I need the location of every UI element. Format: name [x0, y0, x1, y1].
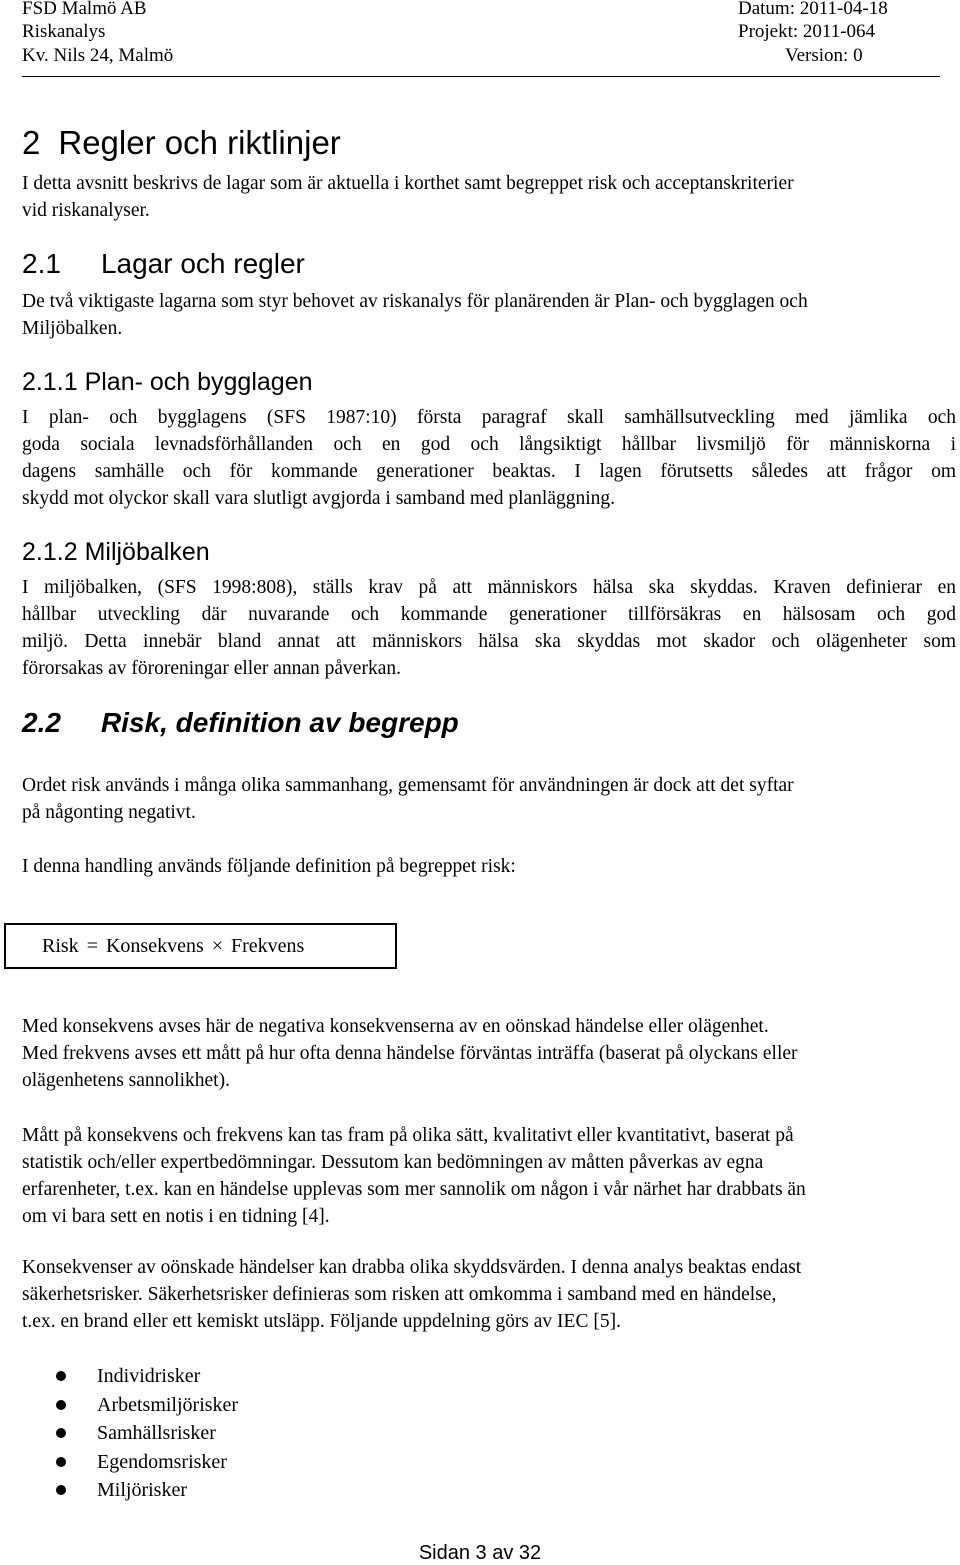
list-item-label: Arbetsmiljörisker [97, 1393, 239, 1416]
heading-title: Lagar och regler [100, 248, 305, 279]
heading-title: Plan- och bygglagen [84, 368, 313, 396]
text-line: säkerhetsrisker. Säkerhetsrisker definieras som risken att omkomma i samband med en händelse, [22, 1284, 777, 1305]
heading-section-2-1 [22, 247, 305, 281]
text-line: olägenhetens sannolikhet). [22, 1070, 230, 1091]
formula-term-consequence: Konsekvens [105, 935, 204, 957]
section-2-1-1-body [22, 404, 956, 512]
text-line: om vi bara sett en notis i en tidning [4]. [22, 1206, 330, 1227]
heading-number: 2.1 [22, 248, 61, 279]
section-2-2-para-3 [22, 1013, 798, 1094]
header-address: Kv. Nils 24, Malmö [22, 45, 174, 66]
risk-formula [42, 933, 304, 959]
section-2-2-para-5 [22, 1254, 801, 1335]
text-line: på någonting negativt. [22, 802, 196, 823]
text-line: I denna handling används följande definition på begreppet risk: [22, 856, 516, 877]
heading-section-2 [22, 124, 341, 162]
text-line: I detta avsnitt beskrivs de lagar som är aktuella i korthet samt begreppet risk och acceptanskriterier [22, 173, 794, 194]
section-2-2-para-1 [22, 772, 794, 826]
formula-times-operator: × [211, 935, 224, 957]
text-line: förorsakas av föroreningar eller annan påverkan. [22, 658, 401, 679]
heading-section-2-2 [22, 706, 459, 740]
heading-section-2-1-2 [22, 537, 210, 567]
list-item-label: Miljörisker [97, 1479, 187, 1501]
text-line: miljö. Detta innebär bland annat att människors hälsa ska skyddas mot skador och olägenheter som [22, 631, 956, 652]
header-company: FSD Malmö AB [22, 0, 147, 19]
heading-number: 2.1.1 [22, 368, 78, 396]
heading-title: Miljöbalken [84, 538, 210, 566]
heading-number: 2.2 [22, 707, 61, 738]
formula-lhs: Risk [42, 935, 79, 957]
text-line: I miljöbalken, (SFS 1998:808), ställs krav på att människors hälsa ska skyddas. Kraven definierar en [22, 577, 956, 598]
heading-number: 2.1.2 [22, 538, 78, 566]
formula-equals: = [86, 935, 98, 957]
text-line: vid riskanalyser. [22, 200, 150, 221]
text-line: statistik och/eller expertbedömningar. Dessutom kan bedömningen av måtten påverkas av egna [22, 1152, 764, 1173]
text-line: Miljöbalken. [22, 318, 123, 339]
text-line: hållbar utveckling där nuvarande och kommande generationer tillförsäkras en hälsosam och god [22, 604, 956, 625]
header-divider [22, 76, 940, 77]
page-number: Sidan 3 av 32 [418, 1542, 542, 1564]
header-version: Version: 0 [785, 45, 863, 66]
bullet-icon [56, 1457, 66, 1467]
list-item-label: Individrisker [97, 1365, 201, 1387]
text-line: dagens samhälle och för kommande generationer beaktas. I lagen förutsetts således att frågor om [22, 461, 956, 482]
section-2-1-2-body [22, 574, 956, 682]
text-line: I plan- och bygglagens (SFS 1987:10) första paragraf skall samhällsutveckling med jämlika och [22, 407, 956, 428]
bullet-icon [56, 1400, 66, 1410]
heading-title: Regler och riktlinjer [58, 124, 341, 161]
text-line: goda sociala levnadsförhållanden och en god och långsiktigt hållbar livsmiljö för människorna i [22, 434, 956, 455]
section-2-intro [22, 170, 794, 224]
header-project: Projekt: 2011-064 [738, 21, 876, 42]
text-line: t.ex. en brand eller ett kemiskt utsläpp. Följande uppdelning görs av IEC [5]. [22, 1311, 621, 1332]
header-doc-type: Riskanalys [22, 21, 106, 42]
section-2-2-para-2 [22, 853, 516, 880]
risk-formula-box [4, 923, 397, 969]
text-line: Ordet risk används i många olika sammanhang, gemensamt för användningen är dock att det syftar [22, 775, 794, 796]
text-line: Konsekvenser av oönskade händelser kan drabba olika skyddsvärden. I denna analys beaktas endast [22, 1257, 802, 1278]
bullet-icon [56, 1485, 66, 1495]
text-line: De två viktigaste lagarna som styr behovet av riskanalys för planärenden är Plan- och bygglagen och [22, 291, 808, 312]
list-item-label: Samhällsrisker [97, 1422, 216, 1444]
text-line: erfarenheter, t.ex. kan en händelse upplevas som mer sannolik om någon i vår närhet har drabbats än [22, 1179, 806, 1200]
text-line: Mått på konsekvens och frekvens kan tas fram på olika sätt, kvalitativt eller kvantitativt, baserat på [22, 1125, 794, 1146]
header-date: Datum: 2011-04-18 [738, 0, 888, 19]
heading-title: Risk, definition av begrepp [100, 707, 459, 738]
bullet-icon [56, 1371, 66, 1381]
text-line: Med konsekvens avses här de negativa konsekvenserna av en oönskad händelse eller olägenhet. [22, 1016, 769, 1037]
text-line: Med frekvens avses ett mått på hur ofta denna händelse förväntas inträffa (baserat på olyckans eller [22, 1043, 798, 1064]
text-line: skydd mot olyckor skall vara slutligt avgjorda i samband med planläggning. [22, 488, 616, 509]
formula-term-frequency: Frekvens [231, 935, 305, 957]
list-item-label: Egendomsrisker [97, 1450, 227, 1473]
section-2-2-para-4 [22, 1122, 806, 1230]
section-2-1-intro [22, 288, 808, 342]
heading-number: 2 [22, 124, 41, 161]
heading-section-2-1-1 [22, 367, 313, 397]
bullet-icon [56, 1428, 66, 1438]
